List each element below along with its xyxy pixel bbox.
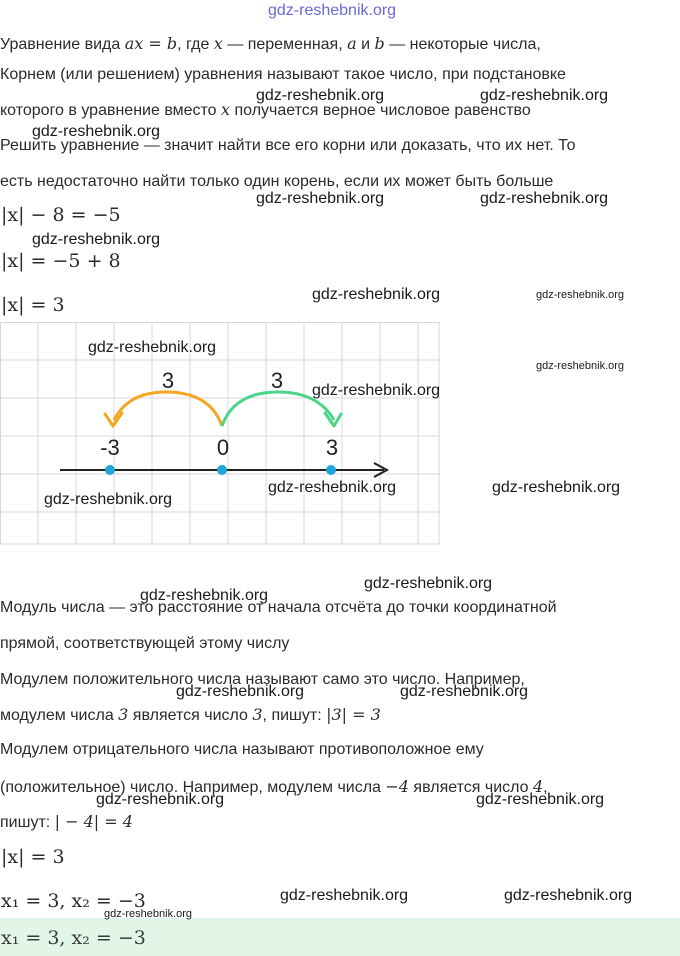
step-1: |x| − 8 = −5 (1, 204, 121, 226)
tick-label-pos-3: 3 (325, 435, 339, 460)
watermark: gdz-reshebnik.org (176, 683, 305, 700)
theory-line-1: Уравнение вида ax = b, где x — переменная, a и b — некоторые числа, (0, 34, 541, 53)
watermark: gdz-reshebnik.org (44, 491, 173, 508)
watermark: gdz-reshebnik.org (256, 190, 385, 207)
watermark: gdz-reshebnik.org (536, 360, 625, 372)
tick-label-zero: 0 (216, 435, 230, 460)
point-pos-3 (326, 465, 336, 475)
left-jump-label: 3 (161, 368, 175, 393)
answer-text: x₁ = 3, x₂ = −3 (1, 927, 146, 949)
watermark: gdz-reshebnik.org (268, 479, 397, 496)
watermark: gdz-reshebnik.org (536, 289, 625, 301)
modulus-line-6: (положительное) число. Например, модулем числа −4 является число 4, (0, 777, 548, 796)
modulus-line-7: пишут: | − 4| = 4 (0, 812, 133, 831)
watermark: gdz-reshebnik.org (256, 87, 385, 104)
step-2: |x| = −5 + 8 (1, 250, 121, 272)
modulus-line-5: Модулем отрицательного числа называют противоположное ему (0, 741, 484, 758)
grid (0, 322, 440, 544)
watermark: gdz-reshebnik.org (312, 382, 441, 399)
watermark: gdz-reshebnik.org (312, 286, 441, 303)
roots-line: x₁ = 3, x₂ = −3 (1, 890, 146, 912)
watermark: gdz-reshebnik.org (492, 479, 621, 496)
site-title: gdz-reshebnik.org (268, 2, 397, 19)
watermark: gdz-reshebnik.org (480, 87, 609, 104)
modulus-line-4: модулем числа 3 является число 3, пишут: |3| = 3 (0, 705, 381, 724)
theory-line-4: Решить уравнение — значит найти все его корни или доказать, что их нет. То (0, 137, 576, 154)
left-jump-arc (114, 392, 222, 426)
right-jump-label: 3 (270, 368, 284, 393)
watermark: gdz-reshebnik.org (280, 887, 409, 904)
modulus-line-2: прямой, соответствующей этому числу (0, 635, 290, 652)
modulus-line-1: Модуль числа — это расстояние от начала отсчёта до точки координатной (0, 599, 557, 616)
watermark: gdz-reshebnik.org (88, 339, 217, 356)
watermark: gdz-reshebnik.org (32, 123, 161, 140)
watermark: gdz-reshebnik.org (504, 887, 633, 904)
watermark: gdz-reshebnik.org (400, 683, 529, 700)
watermark: gdz-reshebnik.org (140, 587, 269, 604)
watermark: gdz-reshebnik.org (32, 231, 161, 248)
theory-line-5: есть недостаточно найти только один корень, если их может быть больше (0, 173, 554, 190)
point-zero (217, 465, 227, 475)
watermark: gdz-reshebnik.org (96, 791, 225, 808)
theory-line-3: которого в уравнение вместо x получается верное числовое равенство (0, 100, 531, 119)
tick-label-neg-3: -3 (100, 435, 120, 460)
step-4: |x| = 3 (1, 846, 65, 868)
step-3: |x| = 3 (1, 294, 65, 316)
watermark: gdz-reshebnik.org (104, 908, 193, 920)
watermark: gdz-reshebnik.org (476, 791, 605, 808)
watermark: gdz-reshebnik.org (364, 575, 493, 592)
watermark: gdz-reshebnik.org (480, 190, 609, 207)
point-neg-3 (105, 465, 115, 475)
theory-line-2: Корнем (или решением) уравнения называют такое число, при подстановке (0, 66, 566, 83)
modulus-line-3: Модулем положительного числа называют само это число. Например, (0, 671, 525, 688)
number-line-figure (0, 322, 442, 546)
